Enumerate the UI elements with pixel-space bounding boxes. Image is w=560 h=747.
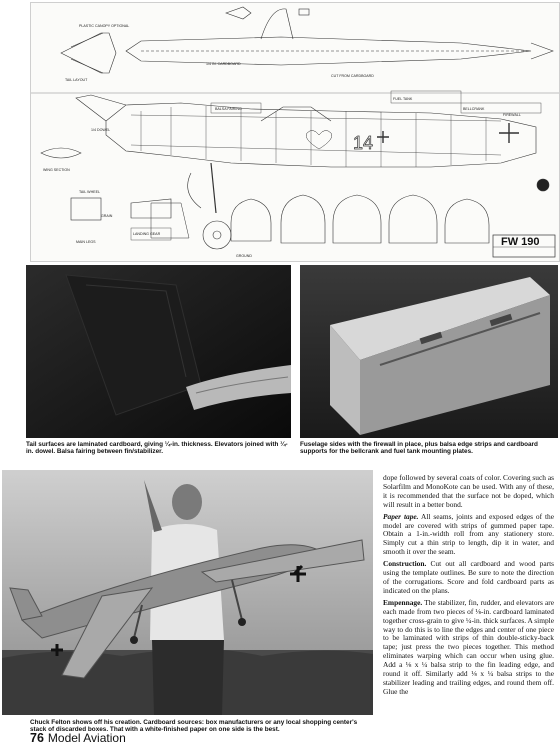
article-paragraph-1: dope followed by several coats of color. Covering such as Solarfilm and MonoKote can be used. With any of these, it is recommended that the surface not be doped, which will result in a better bond. xyxy=(383,473,554,509)
article-column xyxy=(383,474,554,700)
plan-label-13: LANDING GEAR xyxy=(133,232,161,236)
plan-label-10: BELLCRANK xyxy=(463,107,485,111)
page-number: 76 xyxy=(30,731,44,745)
plan-label-14: GRAIN xyxy=(101,214,113,218)
plan-label-3: WING SECTION xyxy=(43,168,70,172)
article-paragraph-3 xyxy=(383,560,554,596)
photo-chuck-felton xyxy=(2,470,373,715)
plan-label-8: CUT FROM CARDBOARD xyxy=(331,74,374,78)
caption-fuselage-sides: Fuselage sides with the firewall in place, plus balsa edge strips and cardboard supports for the bellcrank and fuel tank mounting plates. xyxy=(300,441,538,456)
plan-label-6: FIREWALL xyxy=(503,113,521,117)
subhead-construction: Construction. xyxy=(383,559,427,569)
title-block-name: FW 190 xyxy=(501,236,540,248)
subhead-empennage: Empennage. xyxy=(383,597,423,607)
plan-label-5: TAIL WHEEL xyxy=(79,190,100,194)
plan-label-2: TAIL LAYOUT xyxy=(65,78,88,82)
photo-fuselage-sides xyxy=(300,265,558,438)
plans-drawing xyxy=(30,2,560,262)
spinner-disc xyxy=(537,179,549,191)
article-paragraph-3-body: Cut out all cardboard and wood parts using the template outlines. Be sure to note the direction of the corrugations. Score and fold cardboard parts as indicated on the plans. xyxy=(383,559,554,595)
plan-label-7: FUEL TANK xyxy=(393,97,413,101)
article-paragraph-2 xyxy=(383,513,554,558)
subhead-paper-tape: Paper tape. xyxy=(383,511,419,521)
plan-label-11: GROUND xyxy=(236,254,252,258)
caption-chuck-felton: Chuck Felton shows off his creation. Cardboard sources: box manufacturers or any local shopping center's stack of discarded boxes. That with a white-finished paper on one side is the best. xyxy=(30,719,358,734)
plan-label-12: 1/4 DOWEL xyxy=(91,128,111,132)
caption-tail-surfaces: Tail surfaces are laminated cardboard, giving ¼-in. thickness. Elevators joined with ¼-in. dowel. Balsa fairing between fin/stabilizer. xyxy=(26,441,288,456)
page-footer xyxy=(30,731,126,745)
fin-outline xyxy=(76,95,126,121)
stabilizer-top-view xyxy=(61,33,116,73)
main-wheel xyxy=(203,221,231,249)
canopy-outline xyxy=(261,9,293,39)
fuselage-side-view xyxy=(106,103,536,167)
plan-label-4: MAIN LEGS xyxy=(76,240,96,244)
plan-label-1: 1/4 IN. CARDBOARD xyxy=(206,62,241,66)
plan-label-9: BALSA FAIRING xyxy=(215,107,242,111)
article-paragraph-2-body: All seams, joints and exposed edges of the model are covered with strips of gummed paper tape. Obtain a 1-in.-width roll from any stationery store. Simply cut a thin strip to length, dip it in water, and smooth it over the seam. xyxy=(383,511,555,557)
person-head xyxy=(172,484,202,520)
article-paragraph-4-body: The stabilizer, fin, rudder, and elevators are each made from two pieces of ⅛-in. cardboard laminated together cross-grain to give ¼-in. thick surfaces. A simple way to do this is to line the edges and center of one piece to be laminated with strips of thin double-sticky-back tape; just press the two pieces together. This method eliminates warping which can occur when using glue. Add a ⅛ x ¼ balsa strip to the fin leading edge, and round it off. Similarly add ⅛ x ¼ balsa strips to the stabilizer leading and trailing edges, and round them off. Glue the xyxy=(383,597,554,696)
magazine-name: Model Aviation xyxy=(47,731,126,745)
plans-svg xyxy=(31,3,559,261)
heart-marking xyxy=(306,130,332,149)
cockpit-outline xyxy=(261,107,331,121)
article-paragraph-4 xyxy=(383,599,554,697)
plan-label-0: PLASTIC CANOPY OPTIONAL xyxy=(79,24,130,28)
fuselage-number: 14 xyxy=(353,133,374,153)
photo-tail-surfaces xyxy=(26,265,291,438)
